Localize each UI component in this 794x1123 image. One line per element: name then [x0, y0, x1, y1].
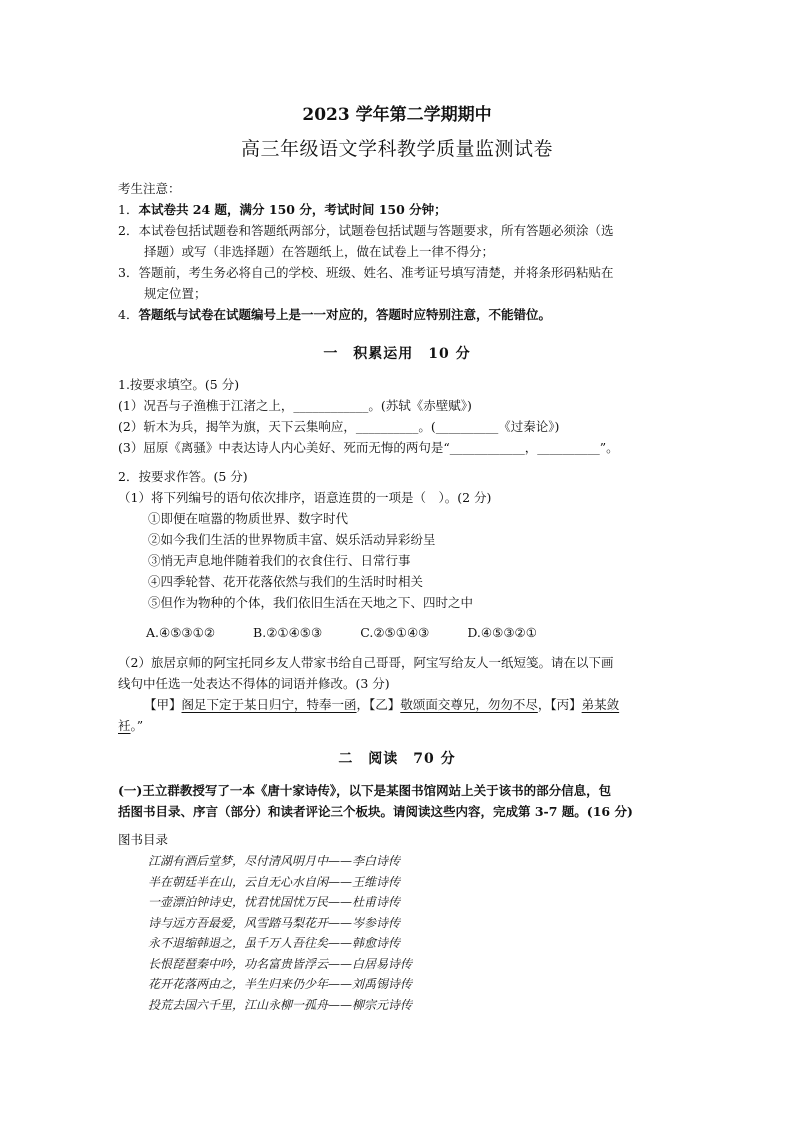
toc-entry: 长恨琵琶秦中吟，功名富贵皆浮云——白居易诗传 [148, 956, 413, 971]
notice-item-number: 3． [118, 265, 139, 280]
reading-intro-line-1: (一)王立群教授写了一本《唐十家诗传》，以下是某图书馆网站上关于该书的部分信息，包 [118, 783, 612, 798]
notice-item-text: 本试卷包括试题卷和答题纸两部分，试题卷包括试题与答题要求，所有答题必须涂（选 [138, 223, 614, 238]
notice-item-text: 答题纸与试卷在试题编号上是一一对应的，答题时应特别注意，不能错位。 [138, 307, 551, 322]
notice-item-2 [118, 220, 688, 241]
underlined-phrase-bing-end: 衽 [118, 718, 131, 733]
question-2-sub-2-line-2: 线句中任选一处表达不得体的词语并修改。(3 分) [118, 676, 390, 691]
question-2-stem: 2．按要求作答。(5 分) [118, 469, 248, 484]
separator: ， [356, 697, 370, 712]
reading-intro-line-2: 括图书目录、序言（部分）和读者评论三个板块。请阅读这些内容，完成第 3-7 题。(16 分) [118, 804, 633, 819]
notice-item-text: 答题前，考生务必将自己的学校、班级、姓名、准考证号填写清楚，并将条形码粘贴在 [138, 265, 614, 280]
sentence-item: ⑤但作为物种的个体，我们依旧生活在天地之下、四时之中 [148, 595, 474, 610]
question-2-sub-2-line-1: （2）旅居京师的阿宝托同乡友人带家书给自己哥哥，阿宝写给友人一纸短笺。请在以下画 [118, 655, 614, 670]
exam-title-year: 2023 学年第二学期期中 [302, 105, 492, 125]
notice-item-4 [118, 304, 688, 325]
notice-item-text: 本试卷共 24 题，满分 150 分，考试时间 150 分钟； [138, 202, 447, 217]
sentence-item: ④四季轮替、花开花落依然与我们的生活时时相关 [148, 574, 424, 589]
underlined-phrase-jia: 阁足下定于某日归宁，特奉一函 [181, 697, 357, 712]
label-bing: 【丙】 [550, 697, 582, 712]
toc-entry: 诗与远方吾最爱，风雪踏马梨花开——岑参诗传 [148, 915, 401, 930]
notice-item-2-continued: 择题）或写（非选择题）在答题纸上，做在试卷上一律不得分； [144, 244, 495, 259]
book-toc-list [148, 851, 688, 1015]
exam-title-subject: 高三年级语文学科教学质量监测试卷 [240, 138, 553, 160]
answer-options [118, 622, 688, 643]
separator: ， [537, 697, 551, 712]
notice-item-number: 1． [118, 202, 139, 217]
toc-entry: 投荒去国六千里，江山永柳一孤舟——柳宗元诗传 [148, 997, 413, 1012]
toc-entry: 江湖有酒后堂梦，尽付清风明月中——李白诗传 [148, 854, 401, 868]
letter-excerpt-continued [118, 715, 688, 736]
question-2-sub-1: （1）将下列编号的语句依次排序，语意连贯的一项是（ ）。(2 分) [118, 490, 492, 505]
notice-item-number: 2． [118, 223, 139, 238]
question-1 [118, 374, 688, 458]
toc-entry: 一壶漂泊钟诗史，忧君忧国忧万民——杜甫诗传 [148, 895, 401, 909]
toc-heading: 图书目录 [118, 832, 169, 847]
toc-entry: 半在朝廷半在山，云自无心水自闲——王维诗传 [148, 874, 401, 889]
option-d: D.④⑤③②① [467, 625, 537, 640]
notice-item-3-continued: 规定位置； [144, 286, 207, 301]
toc-entry: 永不退缩韩退之，虽千万人吾往矣——韩愈诗传 [148, 936, 401, 950]
toc-entry: 花开花落两由之，半生归来仍少年——刘禹锡诗传 [148, 977, 413, 991]
question-1-line-1: (1）况吾与子渔樵于江渚之上，____________。(苏轼《赤壁赋》) [118, 398, 472, 413]
sentence-item: ②如今我们生活的世界物质丰富、娱乐活动异彩纷呈 [148, 532, 436, 547]
reading-intro [118, 780, 688, 822]
section-2-title: 二 阅读 70 分 [338, 751, 456, 767]
option-a: A.④⑤③①② [146, 625, 216, 640]
option-b: B.②①④⑤③ [253, 625, 323, 640]
option-c: C.②⑤①④③ [360, 625, 430, 640]
notice-heading: 考生注意： [118, 181, 181, 196]
notice-item-1 [118, 199, 688, 220]
sentence-item: ③悄无声息地伴随着我们的衣食住行、日常行事 [148, 553, 411, 568]
underlined-phrase-bing: 弟某敛 [581, 697, 620, 712]
question-1-line-3: (3）屈原《离骚》中表达诗人内心美好、死而无悔的两句是“____________，__________”。 [118, 440, 619, 455]
question-1-stem: 1.按要求填空。(5 分) [118, 377, 240, 392]
section-1-title: 一 积累运用 10 分 [323, 346, 471, 362]
letter-excerpt [118, 694, 688, 715]
sentence-item: ①即便在喧嚣的物质世界、数字时代 [148, 511, 349, 526]
notice-section [118, 178, 688, 325]
question-1-line-2: (2）斩木为兵，揭竿为旗，天下云集响应，__________。(__________《过秦论》) [118, 419, 560, 434]
label-jia: 【甲】 [144, 697, 182, 712]
question-2 [118, 466, 688, 736]
label-yi: 【乙】 [369, 697, 401, 712]
notice-item-number: 4． [118, 307, 139, 322]
notice-item-3 [118, 262, 688, 283]
underlined-phrase-yi: 敬颂面交尊兄，勿勿不尽 [400, 697, 538, 712]
letter-closing: 。” [130, 718, 144, 733]
